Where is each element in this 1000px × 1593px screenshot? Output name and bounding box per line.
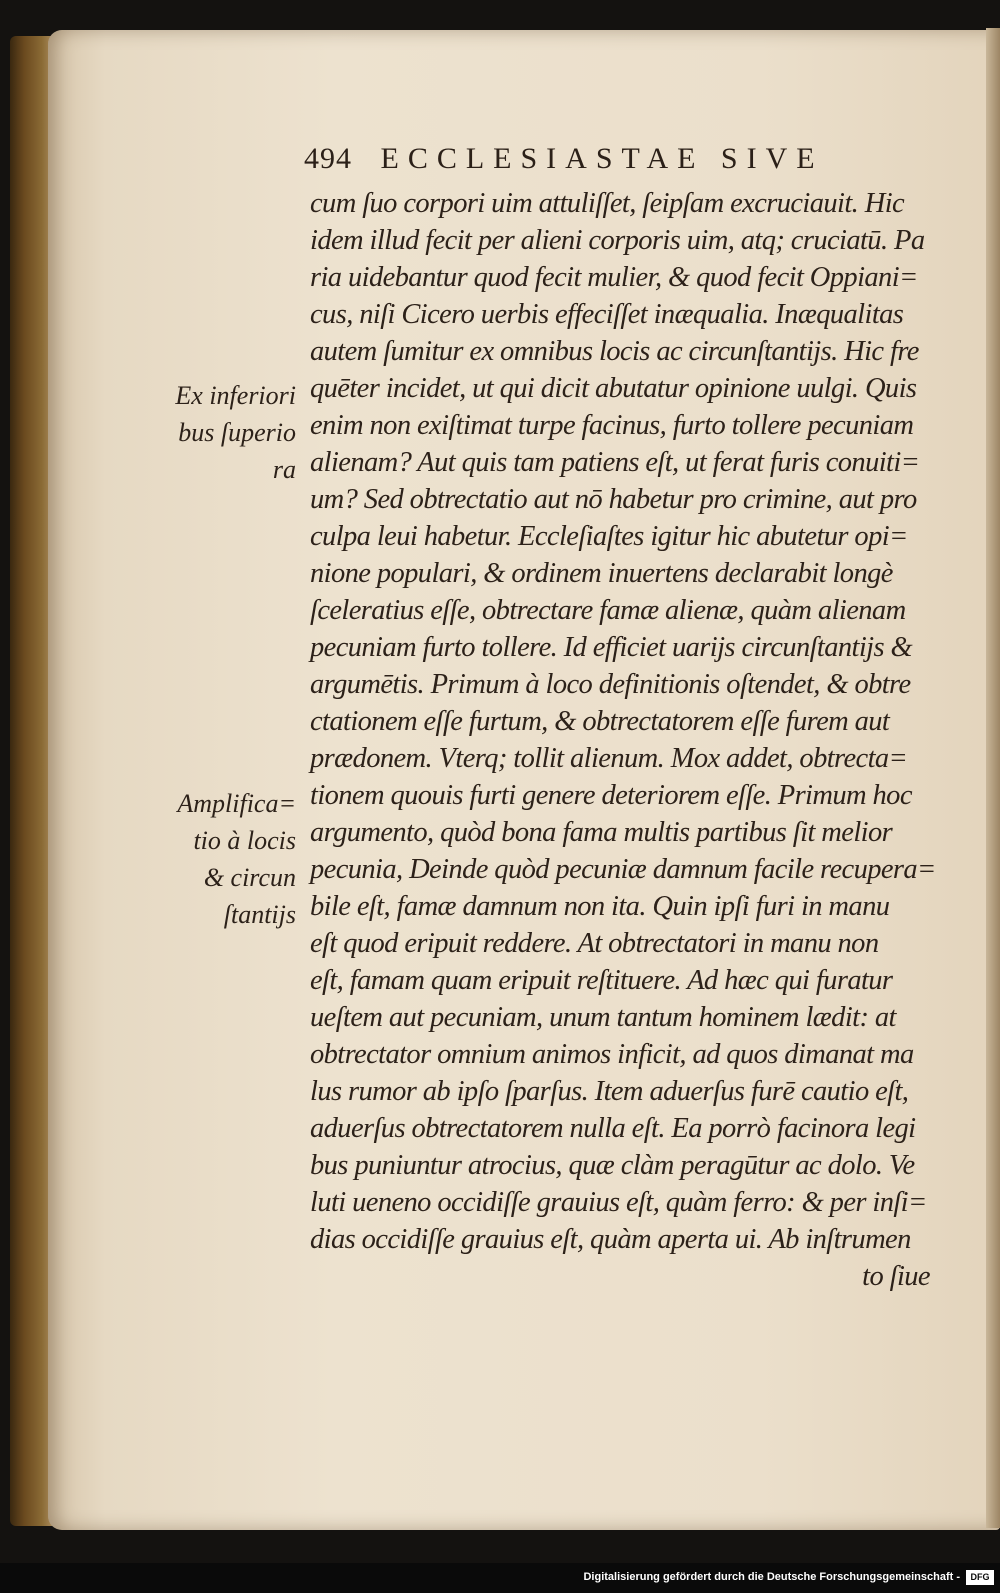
text-line: culpa leui habetur. Eccleſiaſtes igitur hic abutetur opi= <box>310 521 908 552</box>
text-line: ſceleratius eſſe, obtrectare famæ alienæ, quàm alienam <box>310 595 906 626</box>
page-gutter-shadow <box>986 28 1000 1528</box>
text-line: pecunia, Deinde quòd pecuniæ damnum facile recupera= <box>310 854 936 885</box>
text-line: dias occidiſſe grauius eſt, quàm aperta ui. Ab inſtrumen <box>310 1224 911 1255</box>
text-line: obtrectator omnium animos inficit, ad quos dimanat ma <box>310 1039 914 1070</box>
dfg-logo: DFG <box>966 1570 994 1585</box>
text-line: ueſtem aut pecuniam, unum tantum hominem lædit: at <box>310 1002 896 1033</box>
text-line: idem illud fecit per alieni corporis uim, atq; cruciatū. Pa <box>310 225 925 256</box>
digitization-footer <box>0 1563 1000 1593</box>
text-line: um? Sed obtrectatio aut nō habetur pro crimine, aut pro <box>310 484 917 515</box>
marginal-note-line: ſtantijs <box>223 900 296 929</box>
running-header <box>304 142 904 182</box>
text-line: luti ueneno occidiſſe grauius eſt, quàm ferro: & per inſi= <box>310 1187 927 1218</box>
text-line: eſt quod eripuit reddere. At obtrectatori in manu non <box>310 928 879 959</box>
text-line: pecuniam furto tollere. Id efficiet uarijs circunſtantijs & <box>310 632 913 663</box>
text-line: argumento, quòd bona fama multis partibus ſit melior <box>310 817 893 848</box>
text-line: ria uidebantur quod fecit mulier, & quod fecit Oppiani= <box>310 262 918 293</box>
page-number: 494 <box>304 142 352 175</box>
marginal-note-line: tio à locis <box>193 826 296 855</box>
marginal-note-line: bus ſuperio <box>178 418 296 447</box>
text-line: autem ſumitur ex omnibus locis ac circunſtantijs. Hic fre <box>310 336 919 367</box>
text-line: eſt, famam quam eripuit reſtituere. Ad hæc qui furatur <box>310 965 893 996</box>
body-text <box>310 185 936 1295</box>
text-line: cum ſuo corpori uim attuliſſet, ſeipſam excruciauit. Hic <box>310 188 905 219</box>
text-line: quēter incidet, ut qui dicit abutatur opinione uulgi. Quis <box>310 373 917 404</box>
catchword: to ſiue <box>862 1261 930 1292</box>
text-line: cus, niſi Cicero uerbis effeciſſet inæqualia. Inæqualitas <box>310 299 904 330</box>
text-line: aduerſus obtrectatorem nulla eſt. Ea porrò facinora legi <box>310 1113 916 1144</box>
text-line: argumētis. Primum à loco definitionis oſtendet, & obtre <box>310 669 911 700</box>
marginal-note-line: Amplifica= <box>177 789 296 818</box>
marginal-note-line: ra <box>272 455 296 484</box>
marginal-note <box>126 785 296 933</box>
text-line: alienam? Aut quis tam patiens eſt, ut ferat furis conuiti= <box>310 447 920 478</box>
text-line: enim non exiſtimat turpe facinus, furto tollere pecuniam <box>310 410 914 441</box>
marginal-note-line: Ex inferiori <box>175 381 296 410</box>
text-line: nione populari, & ordinem inuertens declarabit longè <box>310 558 893 589</box>
marginal-note <box>126 377 296 488</box>
funding-credit: Digitalisierung gefördert durch die Deutsche Forschungsgemeinschaft - <box>583 1571 960 1583</box>
text-line: prædonem. Vterq; tollit alienum. Mox addet, obtrecta= <box>310 743 908 774</box>
text-line: ctationem eſſe furtum, & obtrectatorem eſſe furem aut <box>310 706 890 737</box>
text-line: lus rumor ab ipſo ſparſus. Item aduerſus furē cautio eſt, <box>310 1076 909 1107</box>
running-title: ECCLESIASTAE SIVE <box>380 142 824 175</box>
marginal-note-line: & circun <box>203 863 296 892</box>
text-line: bus puniuntur atrocius, quæ clàm peragūtur ac dolo. Ve <box>310 1150 915 1181</box>
text-line: bile eſt, famæ damnum non ita. Quin ipſi furi in manu <box>310 891 890 922</box>
text-line: tionem quouis furti genere deteriorem eſſe. Primum hoc <box>310 780 912 811</box>
